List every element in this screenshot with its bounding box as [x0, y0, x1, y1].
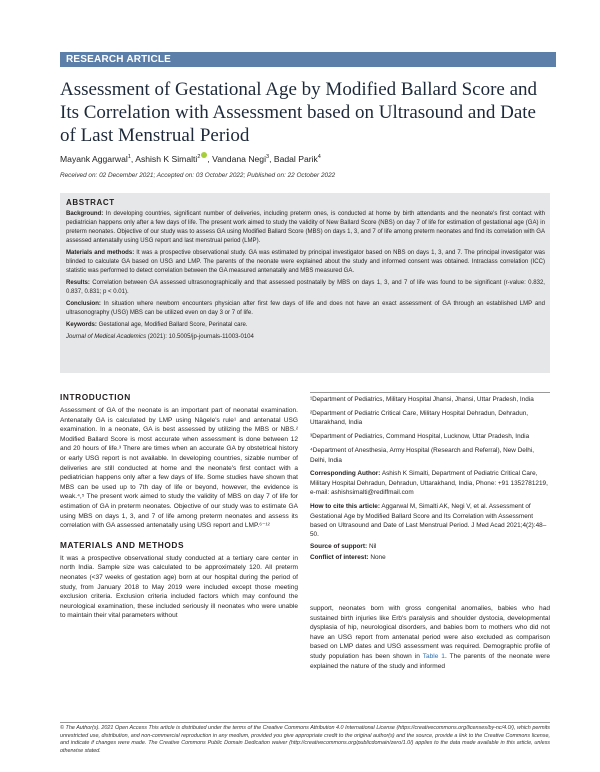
- support-label: Source of support:: [310, 542, 368, 550]
- methods-text-right-part1: support, neonates born with gross congenital anomalies, babies who had sustained birth injuries like Erb's paralysis and shoulder dystocia, developmental dysplasia of hip, neurological disorders, and babies born to mothers who did not have an USG report from antenatal period were also excluded as comparison based on LMP dates and USG assessment was required. Demographic profile of study population has been shown in: [310, 605, 550, 660]
- published-date: 22 October 2022: [287, 172, 336, 179]
- methods-text-left: It was a prospective observational study conducted at a tertiary care center in north India. Sample size was calculated to be approximately 120. All preterm neonates (<37 weeks of gestation age) born at our hospital during the period of study, from January 2018 to May 2019 were included except those meeting exclusion criteria. Exclusion criteria included factors which may confound the neurological examination, these included seriously ill neonates who were unable to maintain their vital parameters without: [60, 554, 298, 620]
- received-label: Received on:: [60, 172, 98, 179]
- corresponding-label: Corresponding Author:: [310, 470, 381, 478]
- author-name: Vandana Negi: [212, 153, 266, 164]
- left-column: [60, 392, 298, 621]
- corresponding-text: Ashish K Simalti, Department of Pediatric Critical Care, Military Hospital Dehradun, Dehradun, Uttarakhand, India, Phone: +91 1352781219, e-mail: ashishsimalti@rediffmail.com: [310, 470, 548, 497]
- author-name: Badal Parik: [273, 153, 318, 164]
- accepted-date: 03 October 2022;: [195, 172, 246, 179]
- source-of-support: [310, 542, 550, 551]
- methods-heading: MATERIALS AND METHODS: [60, 539, 185, 550]
- author-affiliation-mark: 1: [127, 154, 131, 160]
- results-label: Results:: [66, 280, 90, 286]
- background-text: In developing countries, significant number of deliveries, including preterm ones, is conducted at home by birth attendants and the neonate's first contact with pediatrician happens only after a few days of life. The present work aimed to study the validity of New Ballard Score (NBS) on day 7 of life for estimation of gestational age (GA) in preterm neonates. Objective of our study was to assess GA using Modified Ballard Score (MBS) on days 1, 3, and 7 of life among preterm neonates and find its correlation with GA assessed antenatally using USG report and last menstrual period (LMP).: [66, 211, 545, 244]
- author-name: Mayank Aggarwal: [60, 153, 128, 164]
- introduction-text: Assessment of GA of the neonate is an important part of neonatal examination. Antenatally GA is calculated by LMP using Nägele's rule¹ and antenatal USG examination. In a neonate, GA is best assessed by utilizing the MBS or NBS.² Modified Ballard Score is most accurate when assessment is done between 12 and 20 hours of life.³ There are times when an accurate GA by obstetrical history or early USG report is not available. In developing countries, sizable number of deliveries are still conducted at home and the neonate's first contact with a pediatrician happens only after a few days of life. Some studies have shown that MBS can be used up to 7th day of life or beyond, however, the evidence is weak.⁴,⁵ The present work aimed to study the validity of MBS on day 7 of life for estimation of GA in preterm neonates. Objective of our study was to estimate GA using MBS on days 1, 3, and 7 of life among preterm neonates and assess its correlation with GA assessed antenatally using USG report and LMP.⁶⁻¹²: [60, 407, 298, 530]
- article-type-banner: RESEARCH ARTICLE: [60, 52, 556, 67]
- affiliation-1: ¹Department of Pediatrics, Military Hospital Jhansi, Jhansi, Uttar Pradesh, India: [310, 396, 534, 403]
- keywords-text: Gestational age, Modified Ballard Score, Perinatal care.: [98, 322, 248, 328]
- affiliation-4: ⁴Department of Anesthesia, Army Hospital (Research and Referral), New Delhi, Delhi, India: [310, 447, 535, 464]
- right-column-body: [310, 604, 550, 671]
- abstract-citation: [66, 333, 545, 342]
- published-label: Published on:: [247, 172, 286, 179]
- methods-label: Materials and methods:: [66, 250, 135, 256]
- abstract-box: [60, 193, 550, 373]
- article-title: Assessment of Gestational Age by Modified Ballard Score and Its Correlation with Assessment based on Ultrasound and Date of Last Menstrual Period: [60, 79, 538, 146]
- corresponding-author: [310, 469, 550, 497]
- affiliation-3: ³Department of Pediatrics, Command Hospital, Lucknow, Uttar Pradesh, India: [310, 433, 530, 441]
- publication-dates: [60, 172, 335, 179]
- table-1-link[interactable]: Table 1: [422, 652, 445, 660]
- abstract-background: [66, 210, 545, 246]
- support-value: Nil: [368, 542, 377, 550]
- author-info-column: [310, 392, 550, 567]
- results-text: Correlation between GA assessed ultrasonographically and that assessed postnatally by MBS on days 1, 3, and 7 of life was found to be significant (r-value: 0.832, 0.837, 0.831; p < 0.01).: [66, 280, 545, 295]
- methods-text-right: [310, 604, 550, 671]
- cite-text: Aggarwal M, Simalti AK, Negi V, et al. Assessment of Gestational Age by Modified Ballard Score and Its Correlation with Assessment based on Ultrasound and Date of Last Menstrual Period. J Med Acad 2021;4(2):48–50.: [310, 503, 547, 539]
- methods-text: It was a prospective observational study. GA was estimated by principal investigator based on NBS on days 1, 3, and 7. The principal investigator was blinded to calculate GA based on USG and LMP. The parents of the neonate were explained about the study and informed consent was obtained. Intraclass correlation (ICC) statistic was performed to detect correlation between the GA measured antenatally and MBS measured GA.: [66, 250, 545, 274]
- accepted-label: Accepted on:: [156, 172, 195, 179]
- abstract-heading: ABSTRACT: [66, 198, 115, 207]
- introduction-heading: INTRODUCTION: [60, 392, 131, 402]
- abstract-results: [66, 279, 545, 297]
- abstract-methods: [66, 249, 545, 276]
- keywords-label: Keywords:: [66, 322, 97, 328]
- license-footer: © The Author(s). 2021 Open Access This article is distributed under the terms of the Creative Commons Attribution 4.0 International License (https://creativecommons.org/licenses/by-nc/4.0/), which permits unrestricted use, distribution, and non-commercial reproduction in any medium, provided you give appropriate credit to the original author(s) and the source, provide a link to the Creative Commons license, and indicate if changes were made. The Creative Commons Public Domain Dedication waiver (http://creativecommons.org/publicdomain/zero/1.0/) applies to the data made available in this article, unless otherwise stated.: [60, 722, 550, 755]
- author-affiliation-mark: 3: [266, 154, 270, 160]
- how-to-cite: [310, 502, 550, 540]
- author-affiliation-mark: 4: [317, 154, 321, 160]
- author-name: Ashish K Simalti: [135, 153, 198, 164]
- affiliation-2: ²Department of Pediatric Critical Care, Military Hospital Dehradun, Dehradun, Uttarakhand, India: [310, 409, 529, 427]
- author-affiliation-mark: 2: [197, 154, 201, 160]
- conflict-value: None: [370, 554, 386, 562]
- author-separator: ,: [269, 153, 274, 164]
- cite-label: How to cite this article:: [310, 503, 380, 511]
- conflict-of-interest: [310, 553, 550, 562]
- conflict-label: Conflict of interest:: [310, 554, 369, 562]
- abstract-conclusion: [66, 300, 545, 318]
- received-date: 02 December 2021;: [99, 172, 156, 179]
- author-separator: ,: [207, 153, 213, 164]
- background-label: Background:: [66, 211, 104, 217]
- methods-text-right-part2: . The parents of the neonate were explained the nature of the study and informed: [310, 652, 550, 670]
- author-separator: ,: [130, 153, 136, 164]
- journal-name: Journal of Medical Academics: [66, 334, 147, 340]
- abstract-keywords: [66, 321, 545, 330]
- conclusion-label: Conclusion:: [66, 301, 101, 307]
- conclusion-text: In situation where newborn encounters physician after first few days of life and does not have an exact assessment of GA through an established LMP and ultrasonography (USG) MBS can be utilized even on day 3 or 7 of life.: [66, 301, 545, 316]
- author-list: [60, 152, 321, 164]
- doi-text[interactable]: (2021): 10.5005/jp-journals-11003-0104: [146, 334, 254, 340]
